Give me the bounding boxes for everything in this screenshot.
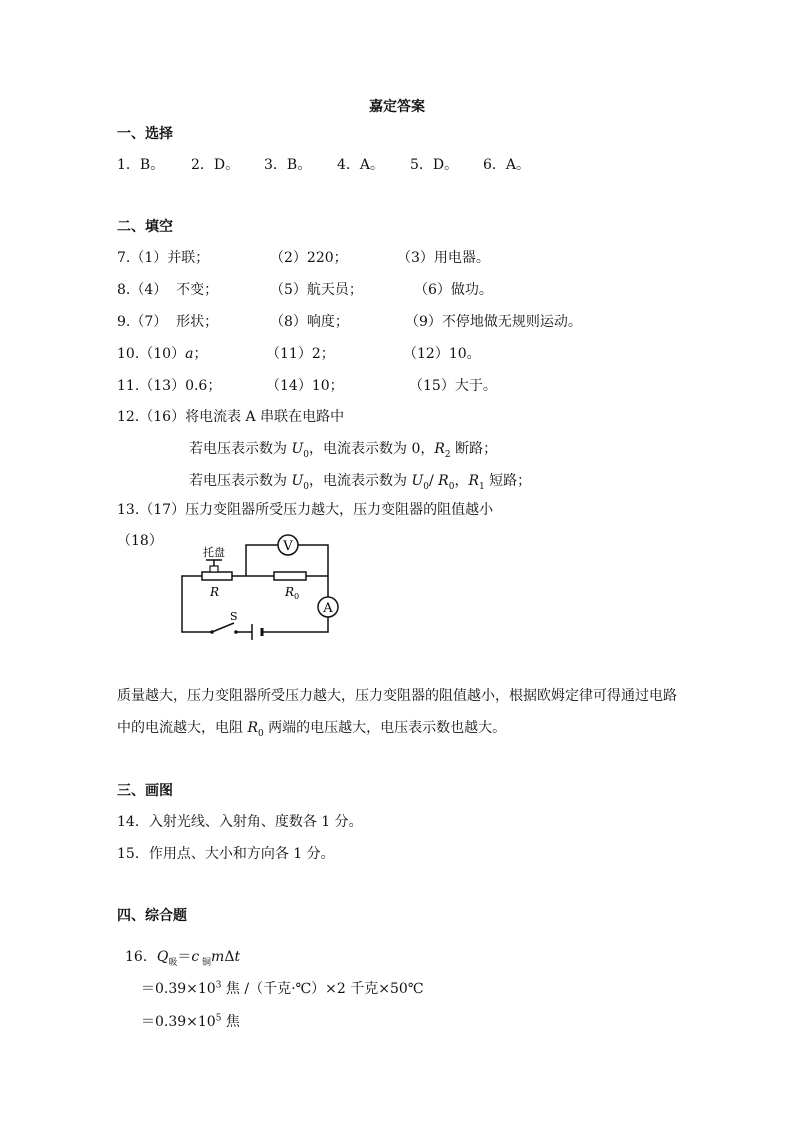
switch-lever [212, 623, 234, 632]
switch-contact [234, 630, 238, 634]
choice-answer: 5．D。 [410, 157, 459, 173]
answer-q10-1: 10.（10）a； [117, 346, 208, 362]
switch-contact [210, 630, 214, 634]
answer-q16-formula: 16．$Q_吸=c$ $_铜$mΔt [125, 949, 241, 968]
answer-q13-para-1: 质量越大，压力变阻器所受压力越大，压力变阻器的阻值越小，根据欧姆定律可得通过电路 [117, 688, 677, 704]
answer-q10-2: （11）2； [266, 346, 335, 362]
answer-q16-step1: $=0.39\times 10^3$ 焦 /（千克·℃）×2 千克×50℃ [141, 980, 424, 997]
resistor-r-label: R [210, 585, 220, 599]
circuit-diagram [170, 528, 350, 640]
answer-q13-para-2: 中的电流越大，电阻 $R_0$ 两端的电压越大，电压表示数也越大。 [117, 720, 507, 739]
answer-q7-1: 7.（1）并联； [117, 250, 210, 266]
choice-answer: 4．A。 [337, 157, 385, 173]
answer-q15: 15．作用点、大小和方向各 1 分。 [117, 846, 335, 862]
answer-q14: 14．入射光线、入射角、度数各 1 分。 [117, 814, 363, 830]
tray-icon [210, 566, 218, 572]
section-heading-fill: 二、填空 [117, 219, 173, 235]
answer-q7-2: （2）220； [270, 250, 348, 266]
answer-q8-1: 8.（4） 不变； [117, 282, 219, 298]
ammeter-label: A [323, 601, 333, 616]
choice-answer: 3．B。 [264, 157, 312, 173]
section-heading-draw: 三、画图 [117, 783, 173, 799]
answer-q12-line1: 若电压表示数为 $U_0$，电流表示数为 0，$R_2$ 断路； [189, 441, 498, 460]
answer-q8-3: （6）做功。 [414, 282, 493, 298]
choice-answer: 1．B。 [117, 157, 165, 173]
answer-q12-head: 12.（16）将电流表 A 串联在电路中 [117, 409, 345, 425]
answer-q9-3: （9）不停地做无规则运动。 [405, 314, 582, 330]
answer-q9-2: （8）响度； [270, 314, 349, 330]
page-title: 嘉定答案 [369, 99, 425, 115]
answer-q13-sub: （18） [117, 533, 163, 549]
answer-q11-3: （15）大于。 [409, 378, 497, 394]
switch-label: S [230, 610, 238, 623]
answer-q11-2: （14）10； [266, 378, 344, 394]
answer-q9-1: 9.（7） 形状； [117, 314, 219, 330]
choice-answer: 2．D。 [191, 157, 240, 173]
tray-label: 托盘 [203, 546, 225, 559]
resistor-r0-label: $R_0$ [285, 585, 300, 601]
answer-q16-step2: $=0.39\times 10^5$ 焦 [141, 1013, 240, 1030]
answer-q8-2: （5）航天员； [270, 282, 363, 298]
answer-q13-head: 13.（17）压力变阻器所受压力越大，压力变阻器的阻值越小 [117, 502, 494, 518]
answer-q7-3: （3）用电器。 [397, 250, 490, 266]
section-heading-choice: 一、选择 [117, 126, 173, 142]
answer-q12-line2: 若电压表示数为 $U_0$，电流表示数为 $U_0/$ $R_0$，$R_1$ 短路； [189, 473, 532, 492]
answer-q10-3: （12）10。 [403, 346, 481, 362]
voltmeter-label: V [283, 539, 293, 554]
section-heading-calc: 四、综合题 [117, 908, 187, 924]
answer-q11-1: 11.（13）0.6； [117, 378, 222, 394]
pressure-resistor-r [202, 572, 232, 580]
choice-answer: 6．A。 [483, 157, 531, 173]
resistor-r0 [274, 572, 306, 580]
